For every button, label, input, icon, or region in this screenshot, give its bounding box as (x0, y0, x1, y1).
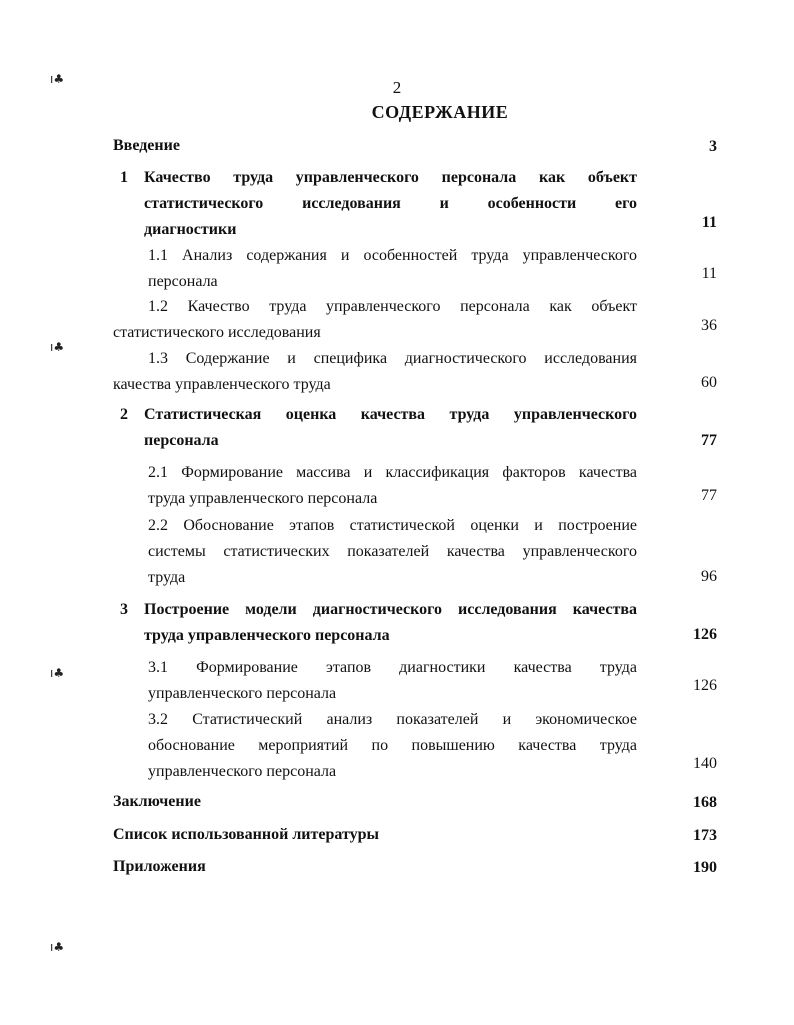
toc-appendices (113, 854, 633, 880)
toc-section-3-1-page: 126 (693, 677, 717, 694)
toc-section-3-2-page: 140 (693, 755, 717, 772)
toc-chapter-1-page: 11 (701, 214, 717, 231)
toc-appendices-label: Приложения (113, 858, 206, 875)
chapter-2-title-line: персонала (144, 432, 219, 449)
section-1-2-line (148, 294, 637, 320)
section-1-2-line: статистического исследования (113, 324, 321, 341)
section-1-2-number: 1.2 (148, 298, 168, 315)
toc-chapter-2 (120, 402, 637, 454)
section-2-1-text: Формирование массива и классификация факторов качества (181, 464, 638, 481)
section-2-2-line: труда (148, 569, 186, 586)
section-3-1-line (148, 655, 637, 681)
section-1-3-line: качества управленческого труда (113, 376, 331, 393)
toc-chapter-3-page: 126 (693, 626, 717, 643)
section-1-1-number: 1.1 (148, 247, 168, 264)
toc-intro-label: Введение (113, 137, 180, 154)
toc-conclusion-label: Заключение (113, 793, 201, 810)
toc-section-3-2 (148, 707, 637, 785)
toc-chapter-1 (120, 165, 637, 243)
toc-section-1-3 (113, 346, 637, 398)
section-1-3-number: 1.3 (148, 350, 168, 367)
section-1-3-text: Содержание и специфика диагностического исследования (185, 350, 637, 367)
section-1-3-line (148, 346, 637, 372)
section-2-1-line: труда управленческого персонала (148, 490, 378, 507)
section-1-1-line: персонала (148, 273, 218, 290)
section-3-2-line (148, 707, 637, 733)
toc-references-page: 173 (693, 827, 717, 844)
toc-references-label: Список использованной литературы (113, 826, 379, 843)
toc-section-2-2 (148, 513, 637, 591)
toc-section-2-1-page: 77 (701, 487, 717, 504)
page-number: 2 (392, 78, 402, 97)
toc-section-3-1 (148, 655, 637, 707)
binding-hole-mark: ı♣ (50, 72, 65, 86)
binding-hole-mark: ı♣ (50, 666, 65, 680)
section-1-2-text: Качество труда управленческого персонала как объект (187, 298, 637, 315)
chapter-2-line-1 (120, 402, 637, 428)
chapter-3-title-line: Построение модели диагностического исследования качества (144, 601, 637, 618)
toc-references (113, 822, 633, 848)
toc-intro-page: 3 (709, 138, 717, 155)
toc-appendices-page: 190 (693, 859, 717, 876)
toc-section-1-2-page: 36 (701, 317, 717, 334)
toc-intro (113, 133, 633, 159)
section-2-2-line (148, 513, 637, 539)
toc-section-1-1-page: 11 (701, 265, 717, 282)
chapter-2-title-line: Статистическая оценка качества труда управленческого (144, 406, 637, 423)
section-1-1-text: Анализ содержания и особенностей труда управленческого (182, 247, 638, 264)
toc-conclusion-page: 168 (693, 794, 717, 811)
chapter-3-title-line: труда управленческого персонала (144, 627, 390, 644)
section-3-2-text: Статистический анализ показателей и экономическое (192, 711, 637, 728)
section-2-2-text: Обоснование этапов статистической оценки и построение (183, 517, 637, 534)
binding-hole-mark: ı♣ (50, 940, 65, 954)
toc-section-2-1 (148, 460, 637, 512)
toc-section-1-1 (148, 243, 637, 295)
section-2-1-line (148, 460, 637, 486)
toc-chapter-3 (120, 597, 637, 649)
toc-chapter-2-page: 77 (701, 432, 717, 449)
chapter-2-number: 2 (120, 406, 128, 423)
toc-section-1-3-page: 60 (701, 374, 717, 391)
chapter-1-title-line: статистического исследования и особенности его (144, 195, 637, 212)
section-3-2-line: управленческого персонала (148, 763, 337, 780)
toc-section-1-2 (113, 294, 637, 346)
section-2-1-number: 2.1 (148, 464, 168, 481)
toc-conclusion (113, 789, 633, 815)
chapter-3-number: 3 (120, 601, 128, 618)
section-2-2-number: 2.2 (148, 517, 168, 534)
section-3-2-line: обоснование мероприятий по повышению качества труда (148, 737, 637, 754)
section-2-2-line: системы статистических показателей качества управленческого (148, 543, 637, 560)
section-3-2-number: 3.2 (148, 711, 168, 728)
section-3-1-line: управленческого персонала (148, 685, 337, 702)
toc-section-2-2-page: 96 (701, 568, 717, 585)
page-title: СОДЕРЖАНИЕ (371, 102, 509, 122)
section-3-1-text: Формирование этапов диагностики качества труда (196, 659, 638, 676)
section-3-1-number: 3.1 (148, 659, 168, 676)
chapter-3-line-1 (120, 597, 637, 623)
chapter-1-title-line: Качество труда управленческого персонала как объект (144, 169, 637, 186)
section-1-1-line (148, 243, 637, 269)
chapter-1-number: 1 (120, 169, 128, 186)
binding-hole-mark: ı♣ (50, 340, 65, 354)
chapter-1-title-line: диагностики (144, 221, 237, 238)
chapter-1-line-1 (120, 165, 637, 191)
